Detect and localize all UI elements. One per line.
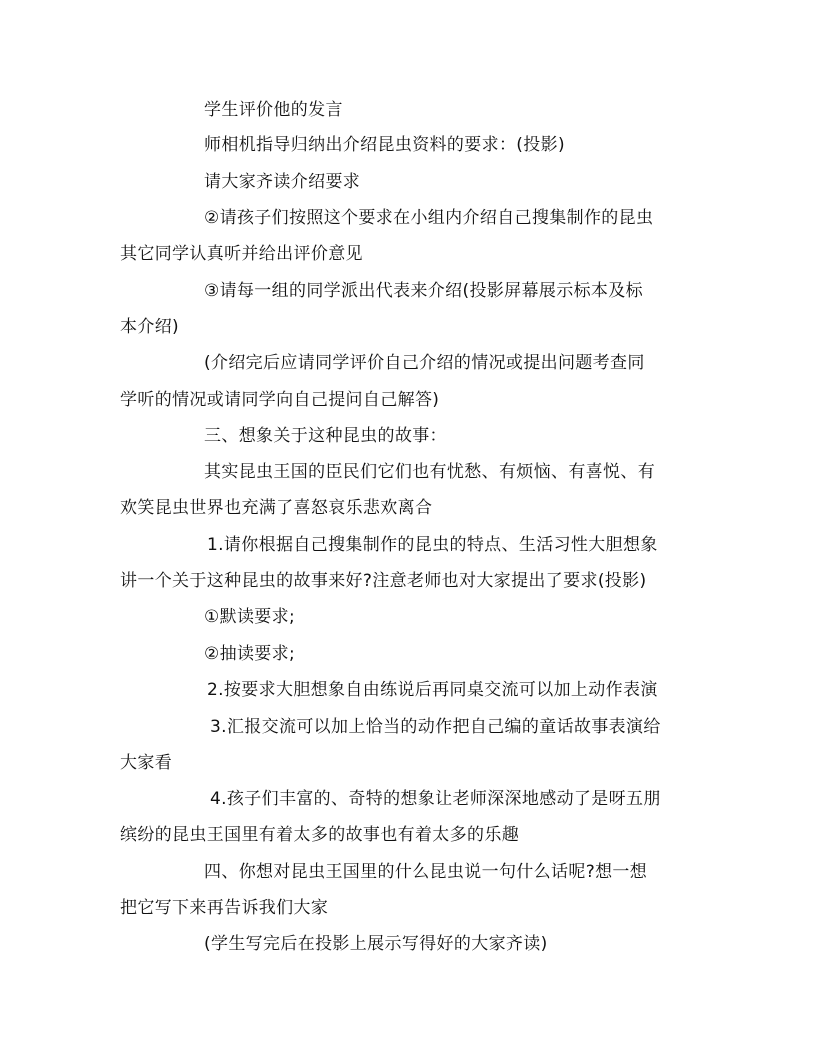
text-line: 其实昆虫王国的臣民们它们也有忧愁、有烦恼、有喜悦、有 xyxy=(204,462,656,482)
section-heading: 四、你想对昆虫王国里的什么昆虫说一句什么话呢?想一想 xyxy=(204,862,648,882)
text-line: ①默读要求; xyxy=(204,607,296,627)
text-line: 学听的情况或请同学向自己提问自己解答) xyxy=(120,390,440,410)
text-line: 讲一个关于这种昆虫的故事来好?注意老师也对大家提出了要求(投影) xyxy=(120,571,647,591)
text-line: 把它写下来再告诉我们大家 xyxy=(120,898,329,918)
text-line: 2.按要求大胆想象自由练说后再同桌交流可以加上动作表演 xyxy=(207,680,658,700)
text-line: (学生写完后在投影上展示写得好的大家齐读) xyxy=(204,934,548,954)
text-line: 请大家齐读介绍要求 xyxy=(204,172,361,192)
text-line: ②抽读要求; xyxy=(204,644,296,664)
text-line: 1.请你根据自己搜集制作的昆虫的特点、生活习性大胆想象 xyxy=(207,535,658,555)
text-line: 欢笑昆虫世界也充满了喜怒哀乐悲欢离合 xyxy=(120,498,433,518)
text-line: 其它同学认真听并给出评价意见 xyxy=(120,244,363,264)
text-line: 大家看 xyxy=(120,753,173,773)
text-line: ③请每一组的同学派出代表来介绍(投影屏幕展示标本及标 xyxy=(204,281,643,301)
text-line: 本介绍) xyxy=(120,317,180,337)
text-line: 学生评价他的发言 xyxy=(204,100,343,120)
text-line: (介绍完后应请同学评价自己介绍的情况或提出问题考查同 xyxy=(204,353,645,373)
text-line: 师相机指导归纳出介绍昆虫资料的要求：(投影) xyxy=(204,135,565,155)
text-line: ②请孩子们按照这个要求在小组内介绍自己搜集制作的昆虫 xyxy=(204,208,654,228)
section-heading: 三、想象关于这种昆虫的故事： xyxy=(204,426,447,446)
text-line: 3.汇报交流可以加上恰当的动作把自己编的童话故事表演给 xyxy=(210,717,661,737)
text-line: 4.孩子们丰富的、奇特的想象让老师深深地感动了是呀五朋 xyxy=(210,789,661,809)
text-line: 缤纷的昆虫王国里有着太多的故事也有着太多的乐趣 xyxy=(120,825,520,845)
